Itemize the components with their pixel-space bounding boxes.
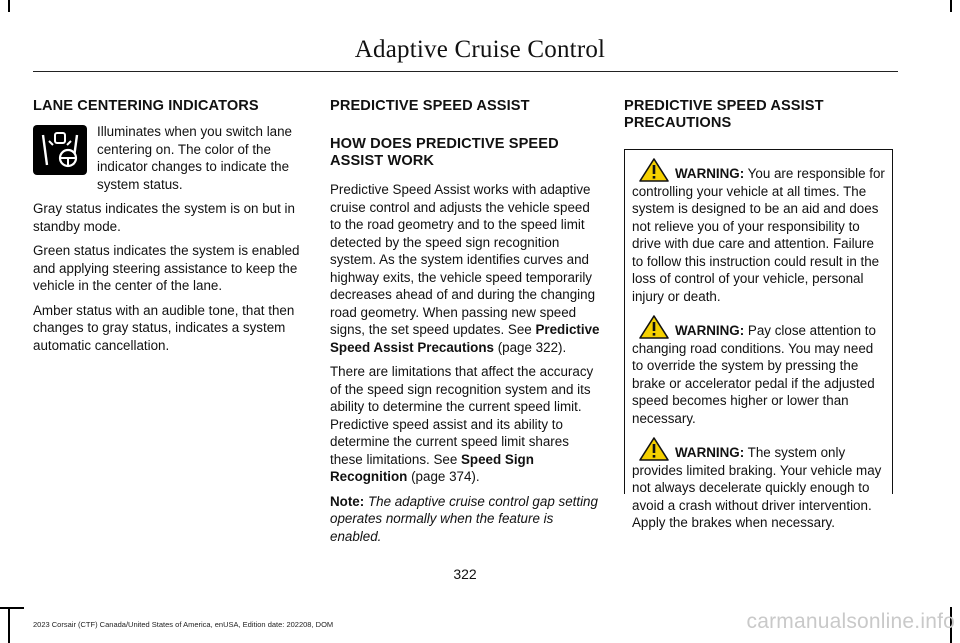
page-reference: (page 374). xyxy=(407,469,480,484)
crop-mark xyxy=(8,0,10,12)
crop-mark xyxy=(950,0,952,12)
header-divider xyxy=(33,71,898,72)
warning-triangle-icon xyxy=(639,437,669,461)
paragraph-text: There are limitations that affect the accuracy of the speed sign recognition system and its ability to determine the current speed limit. Predictive speed assist and its ability to determine the current speed limit shares these limitations. See xyxy=(330,364,594,467)
section-heading: PREDICTIVE SPEED ASSIST PRECAUTIONS xyxy=(624,98,824,131)
watermark: carmanualsonline.info xyxy=(746,610,955,633)
cross-reference-link[interactable]: Predictive Speed Assist Precautions xyxy=(330,322,600,355)
note-label: Note: xyxy=(330,493,365,509)
warning-box xyxy=(624,149,893,530)
column-lane-centering xyxy=(33,98,305,361)
warning-triangle-icon xyxy=(639,158,669,182)
warning-block xyxy=(632,315,886,427)
paragraph xyxy=(330,363,601,486)
column-predictive-speed-assist xyxy=(330,98,601,552)
paragraph xyxy=(330,181,601,356)
page-number: 322 xyxy=(453,566,477,582)
note xyxy=(330,493,601,546)
paragraph: Green status indicates the system is enabled and applying steering assistance to keep the vehicle in the center of the lane. xyxy=(33,243,300,293)
section-heading: LANE CENTERING INDICATORS xyxy=(33,98,259,114)
edition-footer: 2023 Corsair (CTF) Canada/United States of America, enUSA, Edition date: 202208, DOM xyxy=(33,620,334,629)
warning-triangle-icon xyxy=(639,315,669,339)
warning-text: The system only provides limited braking. Your vehicle may not always decelerate quickly enough to avoid a crash without driver intervention. Apply the brakes when necessary. xyxy=(632,445,882,530)
paragraph: Illuminates when you switch lane centering on. The color of the indicator changes to indicate the system status. xyxy=(97,124,293,192)
page-title: Adaptive Cruise Control xyxy=(354,36,606,63)
crop-mark xyxy=(8,607,10,643)
column-precautions xyxy=(624,98,893,530)
warning-label: WARNING: xyxy=(675,166,745,181)
lane-centering-indicator-icon xyxy=(33,125,87,175)
paragraph: Gray status indicates the system is on but in standby mode. xyxy=(33,201,295,234)
warning-text: Pay close attention to changing road conditions. You may need to override the system by pressing the brake or accelerator pedal if the adjusted speed becomes higher or lower than necessary. xyxy=(632,323,876,426)
warning-block xyxy=(632,158,886,305)
warning-text: You are responsible for controlling your vehicle at all times. The system is designed to be an aid and does not relieve you of your responsibility to drive with due care and attention. Failure to follow this instruction could result in the loss of control of your vehicle, personal injury or death. xyxy=(632,166,885,304)
section-heading: PREDICTIVE SPEED ASSIST xyxy=(330,98,530,114)
paragraph: Amber status with an audible tone, that then changes to gray status, indicates a system automatic cancellation. xyxy=(33,302,295,353)
crop-mark xyxy=(0,607,24,609)
warning-label: WARNING: xyxy=(675,323,745,338)
warning-block xyxy=(632,437,886,532)
warning-label: WARNING: xyxy=(675,445,745,460)
note-text: The adaptive cruise control gap setting operates normally when the feature is enabled. xyxy=(330,493,598,544)
subsection-heading: HOW DOES PREDICTIVE SPEED ASSIST WORK xyxy=(330,136,559,169)
paragraph-text: Predictive Speed Assist works with adaptive cruise control and adjusts the vehicle speed to the road geometry and to the speed limit detected by the speed sign recognition system. As the system identifies curves and highway exits, the vehicle speed temporarily decreases ahead of and during the changing road geometry. When passing new speed signs, the set speed updates. See xyxy=(330,182,596,337)
page-reference: (page 322). xyxy=(493,339,567,355)
cross-reference-link[interactable]: Speed Sign Recognition xyxy=(330,451,534,484)
